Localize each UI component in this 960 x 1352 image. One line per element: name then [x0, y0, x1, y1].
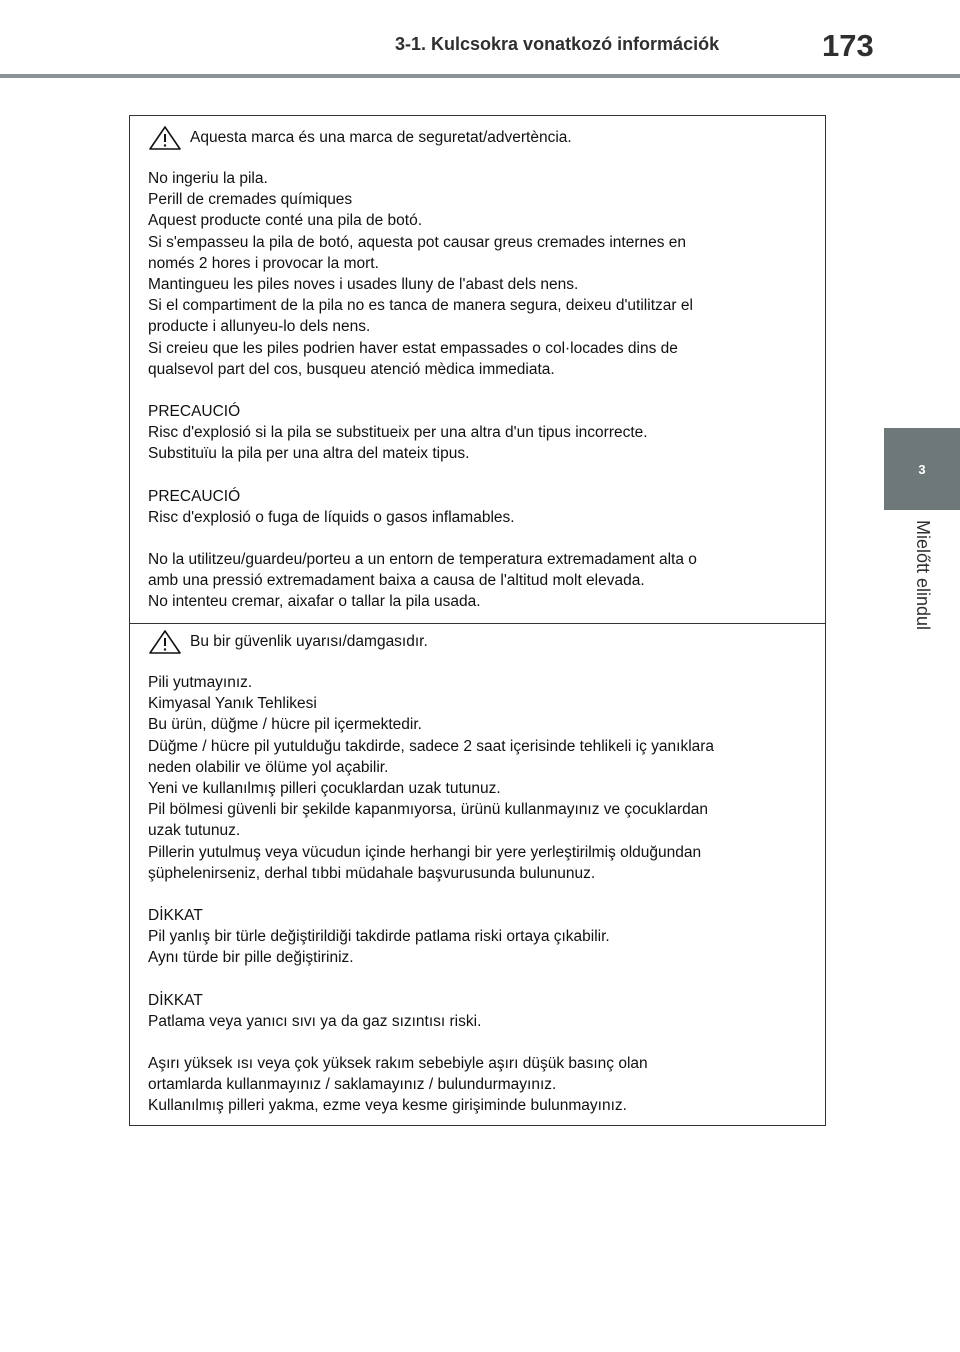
text-line: Pillerin yutulmuş veya vücudun içinde herhangi bir yere yerleştirilmiş olduğundan [148, 843, 702, 861]
catalan-warning-section [130, 124, 825, 623]
text-line: Aquest producte conté una pila de botó. [148, 212, 423, 230]
caution-label: DİKKAT [148, 991, 203, 1009]
text-line: qualsevol part del cos, busqueu atenció mèdica immediata. [148, 360, 555, 378]
text-line: Risc d'explosió o fuga de líquids o gasos inflamables. [148, 508, 515, 526]
section-title: 3-1. Kulcsokra vonatkozó információk [395, 34, 720, 54]
text-line: Si el compartiment de la pila no es tanca de manera segura, deixeu d'utilitzar el [148, 297, 693, 315]
battery-warning-box [129, 115, 826, 1126]
text-line: Kimyasal Yanık Tehlikesi [148, 695, 317, 713]
text-line: ortamlarda kullanmayınız / saklamayınız / bulundurmayınız. [148, 1076, 557, 1094]
text-line: Kullanılmış pilleri yakma, ezme veya kesme girişiminde bulunmayınız. [148, 1097, 627, 1115]
warning-heading-text: Aquesta marca és una marca de seguretat/advertència. [190, 129, 572, 146]
text-line: Bu ürün, düğme / hücre pil içermektedir. [148, 716, 422, 734]
text-line: No ingeriu la pila. [148, 170, 268, 187]
text-line: Si s'empasseu la pila de botó, aquesta pot causar greus cremades internes en [148, 233, 687, 251]
text-line: producte i allunyeu-lo dels nens. [148, 318, 371, 336]
text-line: No la utilitzeu/guardeu/porteu a un entorn de temperatura extremadament alta o [148, 551, 697, 569]
caution-label: PRECAUCIÓ [148, 487, 241, 505]
chapter-label: Mielőtt elindul [913, 520, 933, 631]
text-line: Aşırı yüksek ısı veya çok yüksek rakım sebebiyle aşırı düşük basınç olan [148, 1055, 648, 1073]
header-divider [0, 74, 960, 78]
warning-triangle-icon [148, 125, 182, 151]
page-number: 173 [822, 28, 874, 63]
warning-heading-text: Bu bir güvenlik uyarısı/damgasıdır. [190, 633, 428, 650]
text-line: Pili yutmayınız. [148, 674, 253, 691]
text-line: Perill de cremades químiques [148, 191, 353, 209]
warning-heading [148, 628, 825, 656]
text-line: Mantingueu les piles noves i usades lluny de l'abast dels nens. [148, 276, 579, 294]
text-line: Aynı türde bir pille değiştiriniz. [148, 949, 354, 967]
text-line: amb una pressió extremadament baixa a causa de l'altitud molt elevada. [148, 572, 645, 590]
text-line: Pil yanlış bir türle değiştirildiği takdirde patlama riski ortaya çıkabilir. [148, 928, 610, 946]
text-line: només 2 hores i provocar la mort. [148, 254, 379, 272]
text-line: Pil bölmesi güvenli bir şekilde kapanmıyorsa, ürünü kullanmayınız ve çocuklardan [148, 801, 708, 819]
warning-heading [148, 124, 825, 152]
text-line: neden olabilir ve ölüme yol açabilir. [148, 758, 389, 776]
text-line: Patlama veya yanıcı sıvı ya da gaz sızıntısı riski. [148, 1012, 482, 1030]
text-line: şüphelenirseniz, derhal tıbbi müdahale başvurusunda bulununuz. [148, 864, 596, 882]
text-line: Si creieu que les piles podrien haver estat empassades o col·locades dins de [148, 339, 678, 357]
warning-triangle-icon [148, 629, 182, 655]
text-line: No intenteu cremar, aixafar o tallar la pila usada. [148, 593, 481, 611]
chapter-tab[interactable]: 3 [884, 428, 960, 510]
caution-label: DİKKAT [148, 907, 203, 925]
text-line: Düğme / hücre pil yutulduğu takdirde, sadece 2 saat içerisinde tehlikeli iç yanıklara [148, 737, 715, 755]
text-line: Substituïu la pila per una altra del mateix tipus. [148, 445, 470, 463]
text-line: Risc d'explosió si la pila se substitueix per una altra d'un tipus incorrecte. [148, 424, 648, 442]
caution-label: PRECAUCIÓ [148, 403, 241, 421]
text-line: uzak tutunuz. [148, 822, 241, 840]
turkish-warning-section [130, 623, 825, 1126]
text-line: Yeni ve kullanılmış pilleri çocuklardan uzak tutunuz. [148, 780, 501, 798]
